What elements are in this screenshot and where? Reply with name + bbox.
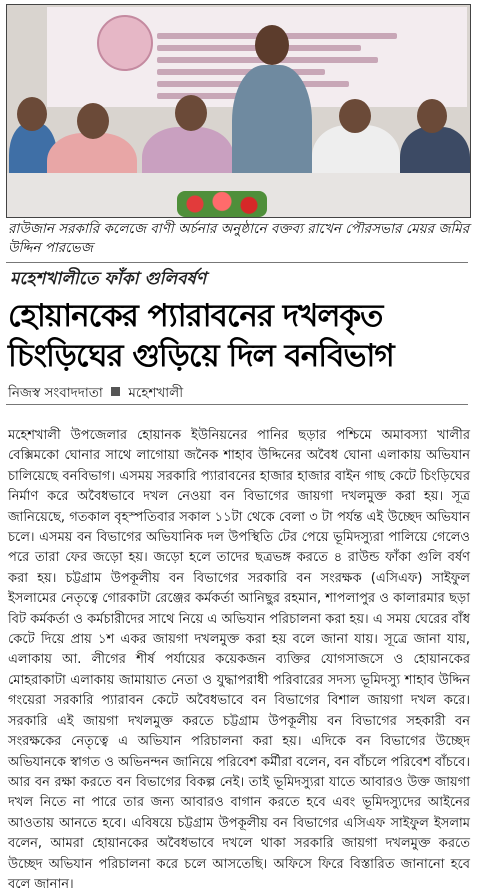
headline-line-1: হোয়ানকের প্যারাবনের দখলকৃত xyxy=(8,298,383,334)
headline-line-2: চিংড়িঘের গুড়িয়ে দিল বনবিভাগ xyxy=(8,338,394,374)
byline-separator-icon xyxy=(111,387,120,396)
divider-byline xyxy=(6,404,468,405)
byline xyxy=(8,382,183,405)
flower-arrangement xyxy=(177,191,267,217)
kicker: মহেশখালীতে ফাঁকা গুলিবর্ষণ xyxy=(10,269,207,289)
photo-caption: রাউজান সরকারি কলেজে বাণী অর্চনার অনুষ্ঠানে বক্তব্য রাখেন পৌরসভার মেয়র জমির উদ্দিন পারভেজ xyxy=(8,221,470,256)
divider-top xyxy=(6,262,468,263)
article-body: মহেশখালী উপজেলার হোয়ানক ইউনিয়নের পানির ছড়ার পশ্চিমে অমাবস্যা খালীর বেক্সিমকো ঘোনার সাথে লাগোয়া জনৈক শাহাব উদ্দিনের অবৈধ ঘোনা এলাকায় অভিযান চালিয়েছে বনবিভাগ। এসময় সরকারি প্যারাবনের হাজার হাজার বাইন গাছ কেটে চিংড়িঘের নির্মাণ করে অবৈধভাবে দখল নেওয়া বন বিভাগের জায়গা দখলমুক্ত করা হয়। সূত্র জানিয়েছে, গতকাল বৃহস্পতিবার সকাল ১১টা থেকে বেলা ৩ টা পর্যন্ত এই উচ্ছেদ অভিযান চলে। এসময় বন বিভাগের অভিযানিক দল উপস্থিতি টের পেয়ে ভূমিদস্যুরা পালিয়ে গেলেও পরে তারা ফের জড়ো হয়। জড়ো হলে তাদের ছত্রভঙ্গ করতে ৪ রাউন্ড ফাঁকা গুলি বর্ষণ করা হয়। চট্টগ্রাম উপকূলীয় বন বিভাগের সরকারি বন সংরক্ষক (এসিএফ) সাইফুল ইসলামের নেতৃত্বে গোরকাটা রেঞ্জের কর্মকর্তা আনিছুর রহমান, শাপলাপুর ও কালারমার ছড়া বিট কর্মকর্তা ও কর্মচারীদের সাথে নিয়ে এ অভিযান পরিচালনা করা হয়। এ সময় ঘেরের বাঁধ কেটে দিয়ে প্রায় ১শ একর জায়গা দখলমুক্ত করা হয় বলে জানা যায়। সূত্রে জানা যায়, এলাকায় আ. লীগের শীর্ষ পর্যায়ের কয়েকজন ব্যক্তির যোগসাজসে ও হোয়ানকের মোহরাকাটা এলাকায় জামায়াত নেতা ও যুদ্ধাপরাধী পরিবারের সদস্য ভূমিদস্যু শাহাব উদ্দিন গংয়েরা সরকারি প্যারাবন কেটে অবৈধভাবে বন বিভাগের বিশাল জায়গা দখল করে। সরকারি এই জায়গা দখলমুক্ত করতে চট্টগ্রাম উপকূলীয় বন বিভাগের সহকারী বন সংরক্ষকের নেতৃত্বে এ অভিযান পরিচালনা করা হয়। এদিকে বন বিভাগের উচ্ছেদ অভিযানকে স্বাগত ও অভিনন্দন জানিয়ে পরিবেশ কর্মীরা বলেন, বন বাঁচলে পরিবেশ বাঁচবে। আর বন রক্ষা করতে বন বিভাগের বিকল্প নেই। তাই ভূমিদস্যুরা যাতে আবারও উক্ত জায়গা দখল নিতে না পারে তার জন্য আবারও বাগান করতে হবে এবং ভূমিদস্যুদের আইনের আওতায় আনতে হবে। এবিষয়ে চট্টগ্রাম উপকূলীয় বন বিভাগের এসিএফ সাইফুল ইসলাম বলেন, আমরা হোয়ানকের অবৈধভাবে দখলে থাকা সরকারি জায়গা দখলমুক্ত করতে উচ্ছেদ অভিযান পরিচালনা করে চলে আসতেছি। অফিসে ফিরে বিস্তারিত জানানো হবে বলে জানান। xyxy=(8,428,470,892)
banner-logo xyxy=(97,15,153,71)
byline-location: মহেশখালী xyxy=(128,385,184,401)
byline-reporter: নিজস্ব সংবাদদাতা xyxy=(8,385,103,401)
news-photo xyxy=(6,4,471,218)
